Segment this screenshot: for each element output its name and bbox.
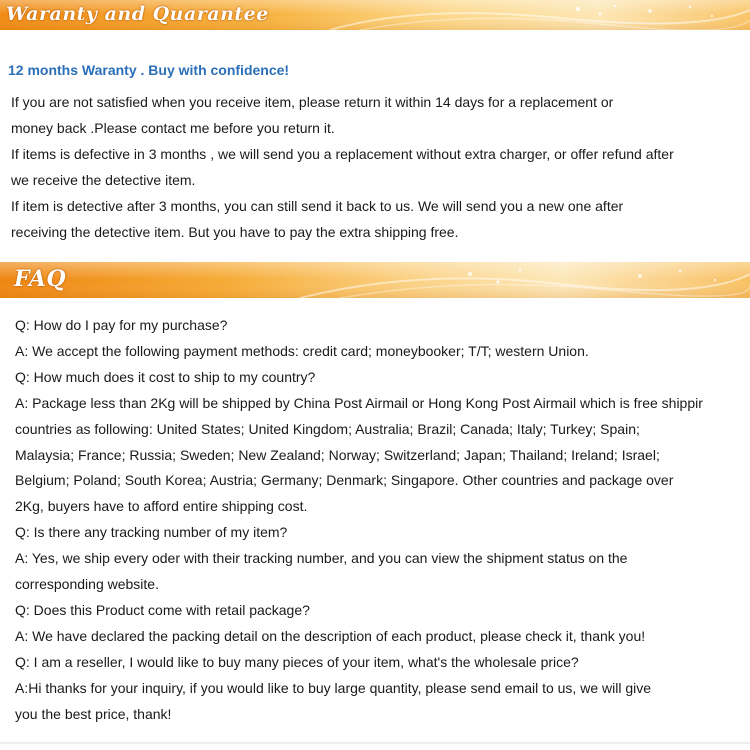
warranty-banner xyxy=(0,0,750,30)
warranty-line: receiving the detective item. But you have to pay the extra shipping free. xyxy=(11,224,459,240)
faq-banner xyxy=(0,262,750,298)
faq-question: Q: How do I pay for my purchase? xyxy=(15,317,228,333)
faq-answer: A: Package less than 2Kg will be shipped by China Post Airmail or Hong Kong Post Airmail which is free shippir xyxy=(15,394,703,411)
bottom-divider xyxy=(0,742,750,744)
faq-question: Q: I am a reseller, I would like to buy many pieces of your item, what's the wholesale price? xyxy=(15,653,579,670)
faq-question: Q: How much does it cost to ship to my country? xyxy=(15,368,316,385)
warranty-banner-title: Waranty and Quarantee xyxy=(6,3,269,25)
faq-banner-background xyxy=(0,262,750,298)
faq-answer: A: We have declared the packing detail on the description of each product, please check it, thank you! xyxy=(15,627,646,644)
warranty-line: If items is defective in 3 months , we will send you a replacement without extra charger, or offer refund after xyxy=(11,146,674,162)
faq-list xyxy=(15,313,750,728)
faq-answer: Belgium; Poland; South Korea; Austria; Germany; Denmark; Singapore. Other countries and package over xyxy=(15,472,674,489)
faq-answer: 2Kg, buyers have to afford entire shipping cost. xyxy=(15,498,308,515)
warranty-line: money back .Please contact me before you return it. xyxy=(11,120,335,136)
faq-answer: A:Hi thanks for your inquiry, if you would like to buy large quantity, please send email to us, we will give xyxy=(15,679,652,696)
warranty-line: we receive the detective item. xyxy=(11,172,196,188)
faq-answer: you the best price, thank! xyxy=(15,705,172,722)
faq-question: Q: Is there any tracking number of my item? xyxy=(15,524,288,541)
faq-answer: A: Yes, we ship every oder with their tracking number, and you can view the shipment status on the xyxy=(15,550,628,567)
faq-answer: corresponding website. xyxy=(15,576,159,593)
faq-answer: countries as following: United States; United Kingdom; Australia; Brazil; Canada; Italy; Turkey; Spain; xyxy=(15,420,640,437)
faq-answer: A: We accept the following payment methods: credit card; moneybooker; T/T; western Union. xyxy=(15,342,589,359)
warranty-text xyxy=(11,89,746,245)
faq-question: Q: Does this Product come with retail package? xyxy=(15,601,310,618)
warranty-line: If item is detective after 3 months, you can still send it back to us. We will send you a new one after xyxy=(11,198,624,214)
warranty-line: If you are not satisfied when you receive item, please return it within 14 days for a replacement or xyxy=(11,94,614,110)
faq-banner-title: FAQ xyxy=(14,266,67,292)
warranty-heading: 12 months Waranty . Buy with confidence! xyxy=(8,62,290,78)
faq-answer: Malaysia; France; Russia; Sweden; New Zealand; Norway; Switzerland; Japan; Thailand; Ireland; Israel; xyxy=(15,446,660,463)
